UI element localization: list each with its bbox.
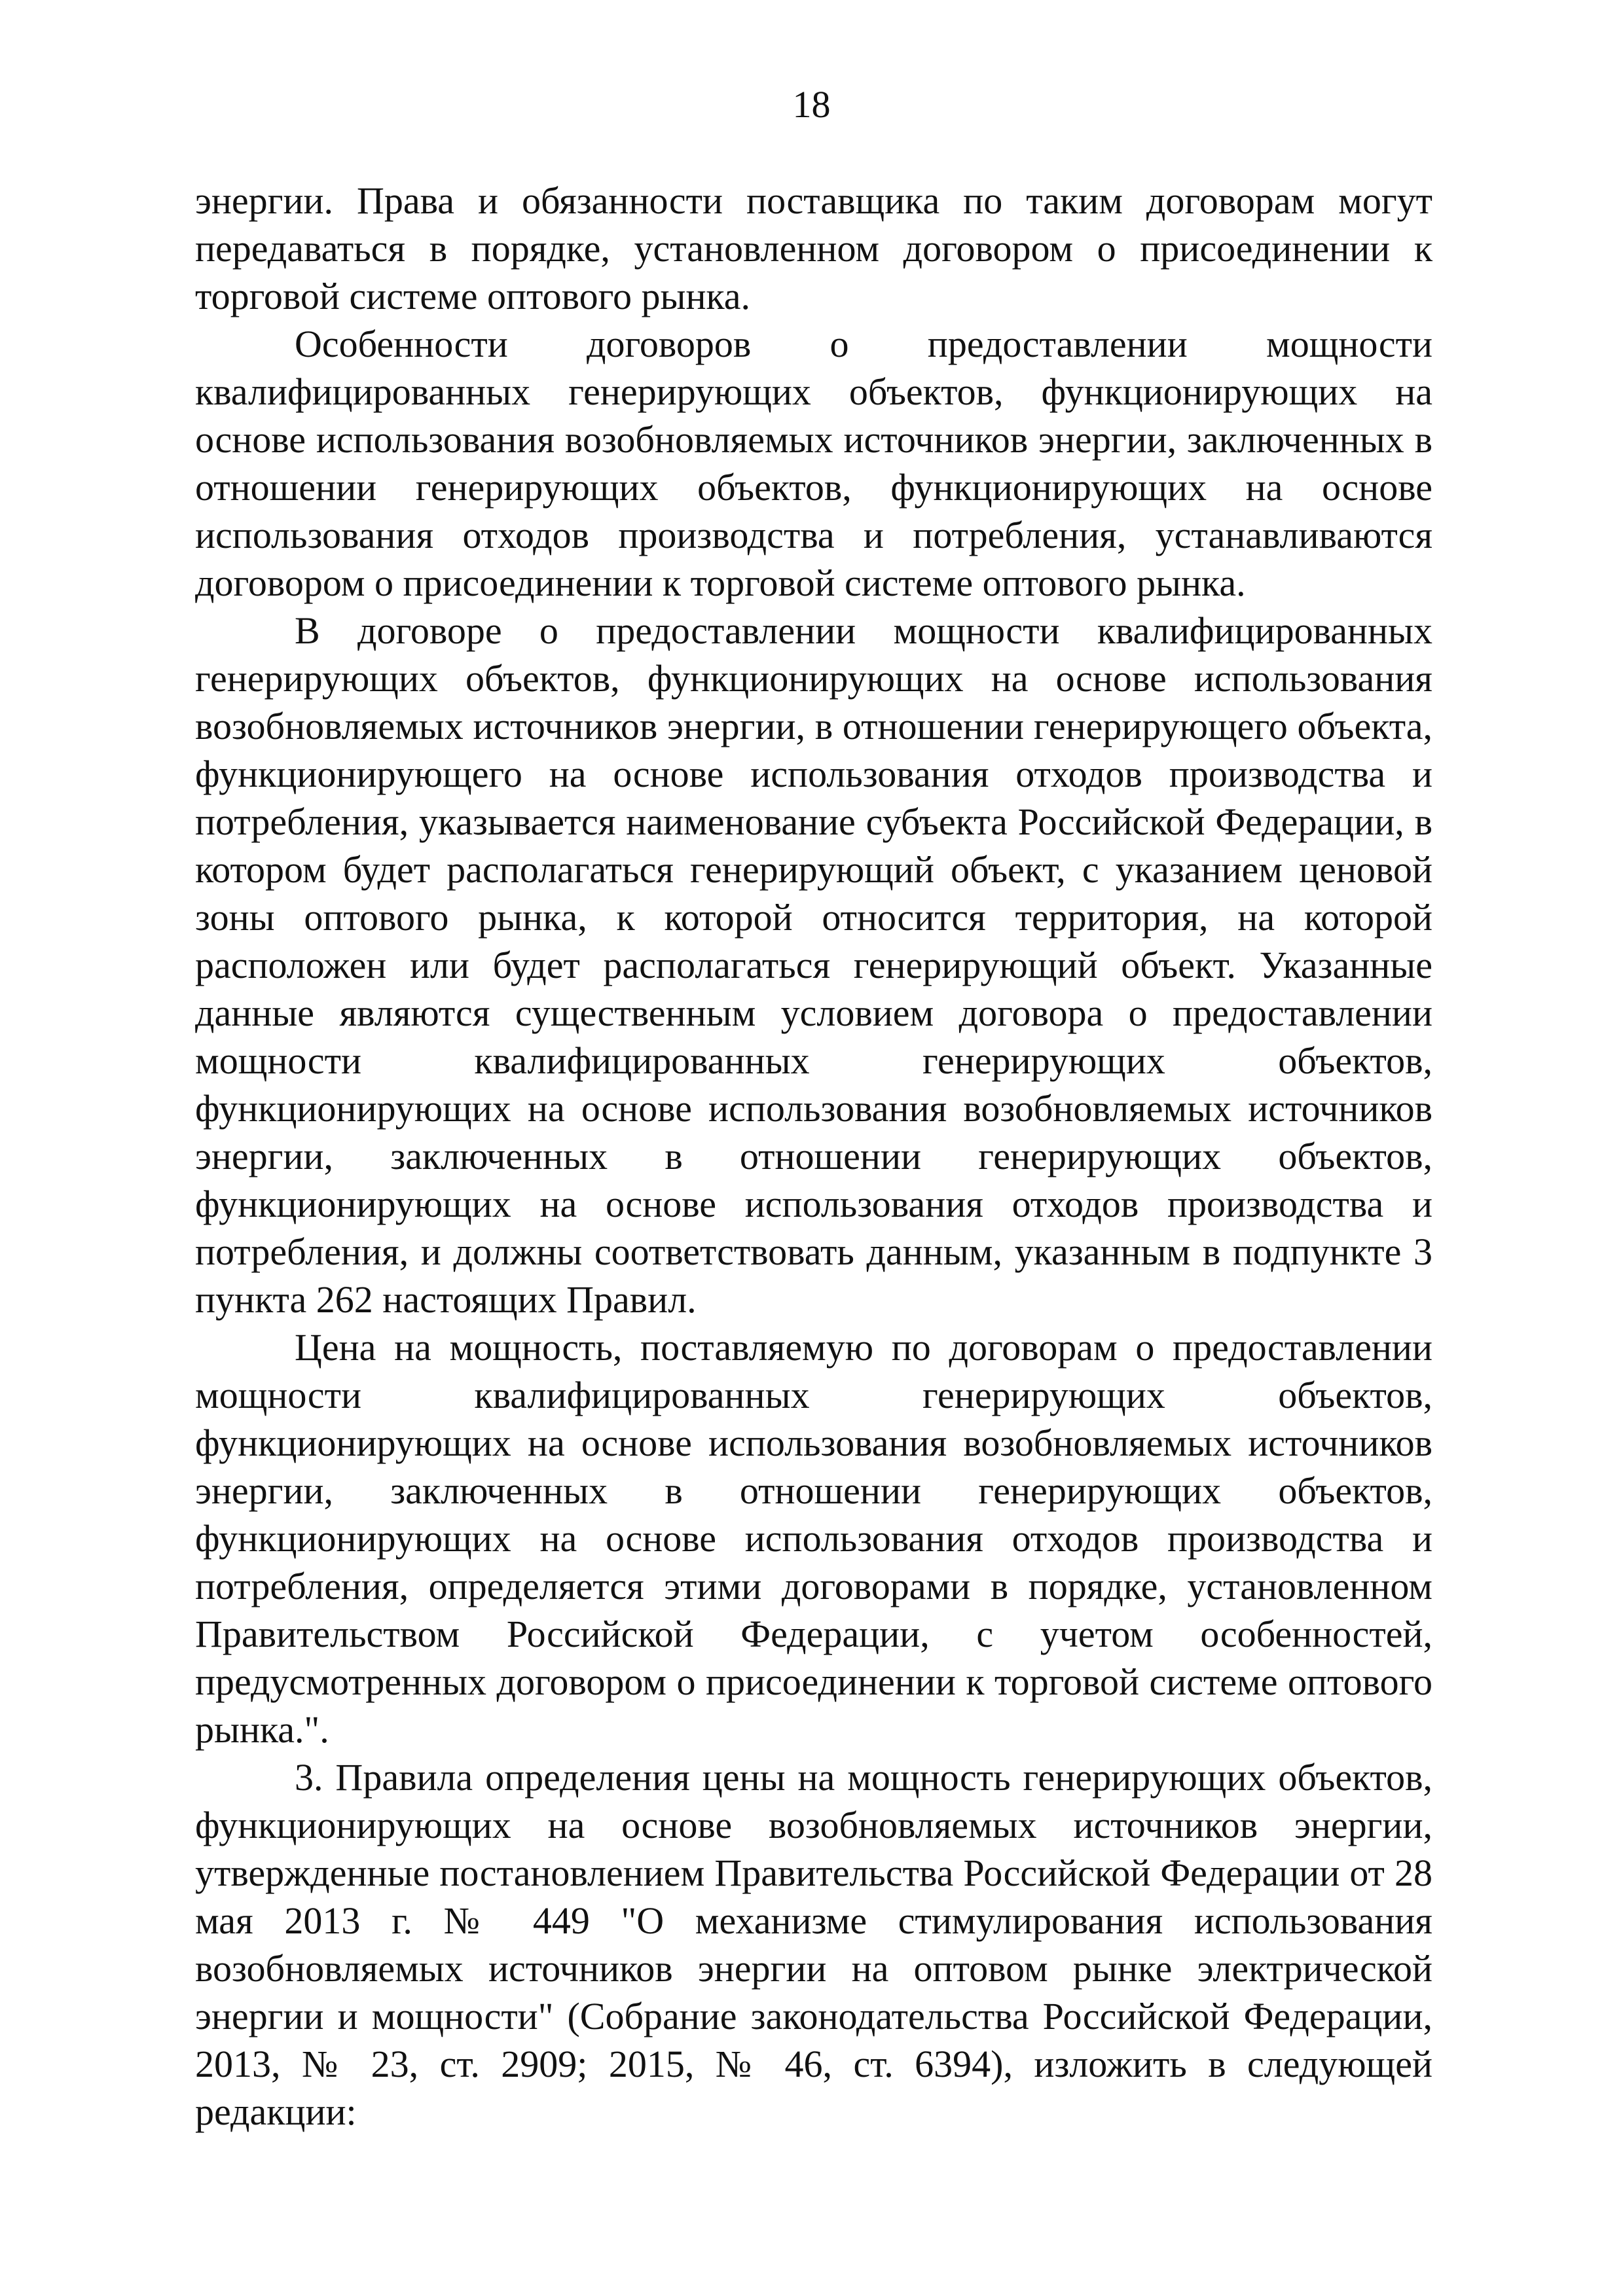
paragraph-item-3: 3. Правила определения цены на мощность генерирующих объектов, функционирующих на основе возобновляемых источников энергии, утвержденные постановлением Правительства Российской Федерации от 28 мая 2013 г. № 449 "О механизме стимулирования использования возобновляемых источников энергии на оптовом рынке электрической энергии и мощности" (Собрание законодательства Российской Федерации, 2013, № 23, ст. 2909; 2015, № 46, ст. 6394), изложить в следующей редакции: (195, 1756, 1432, 2133)
paragraph-contract-subject: В договоре о предоставлении мощности квалифицированных генерирующих объектов, функционирующих на основе использования возобновляемых источников энергии, в отношении генерирующего объекта, функционирующего на основе использования отходов производства и потребления, указывается наименование субъекта Российской Федерации, в котором будет располагаться генерирующий объект, с указанием ценовой зоны оптового рынка, к которой относится территория, на которой расположен или будет располагаться генерирующий объект. Указанные данные являются существенным условием договора о предоставлении мощности квалифицированных генерирующих объектов, функционирующих на основе использования возобновляемых источников энергии, заключенных в отношении генерирующих объектов, функционирующих на основе использования отходов производства и потребления, и должны соответствовать данным, указанным в подпункте 3 пункта 262 настоящих Правил. (195, 609, 1432, 1321)
paragraph-contract-features: Особенности договоров о предоставлении мощности квалифицированных генерирующих объектов, функционирующих на основе использования возобновляемых источников энергии, заключенных в отношении генерирующих объектов, функционирующих на основе использования отходов производства и потребления, устанавливаются договором о присоединении к торговой системе оптового рынка. (195, 323, 1432, 604)
page-number: 18 (792, 83, 831, 126)
document-body (195, 177, 1432, 2136)
paragraph-capacity-price: Цена на мощность, поставляемую по договорам о предоставлении мощности квалифицированных генерирующих объектов, функционирующих на основе использования возобновляемых источников энергии, заключенных в отношении генерирующих объектов, функционирующих на основе использования отходов производства и потребления, определяется этими договорами в порядке, установленном Правительством Российской Федерации, с учетом особенностей, предусмотренных договором о присоединении к торговой системе оптового рынка.". (195, 1326, 1432, 1751)
paragraph-continuation: энергии. Права и обязанности поставщика по таким договорам могут передаваться в порядке, установленном договором о присоединении к торговой системе оптового рынка. (195, 179, 1432, 317)
